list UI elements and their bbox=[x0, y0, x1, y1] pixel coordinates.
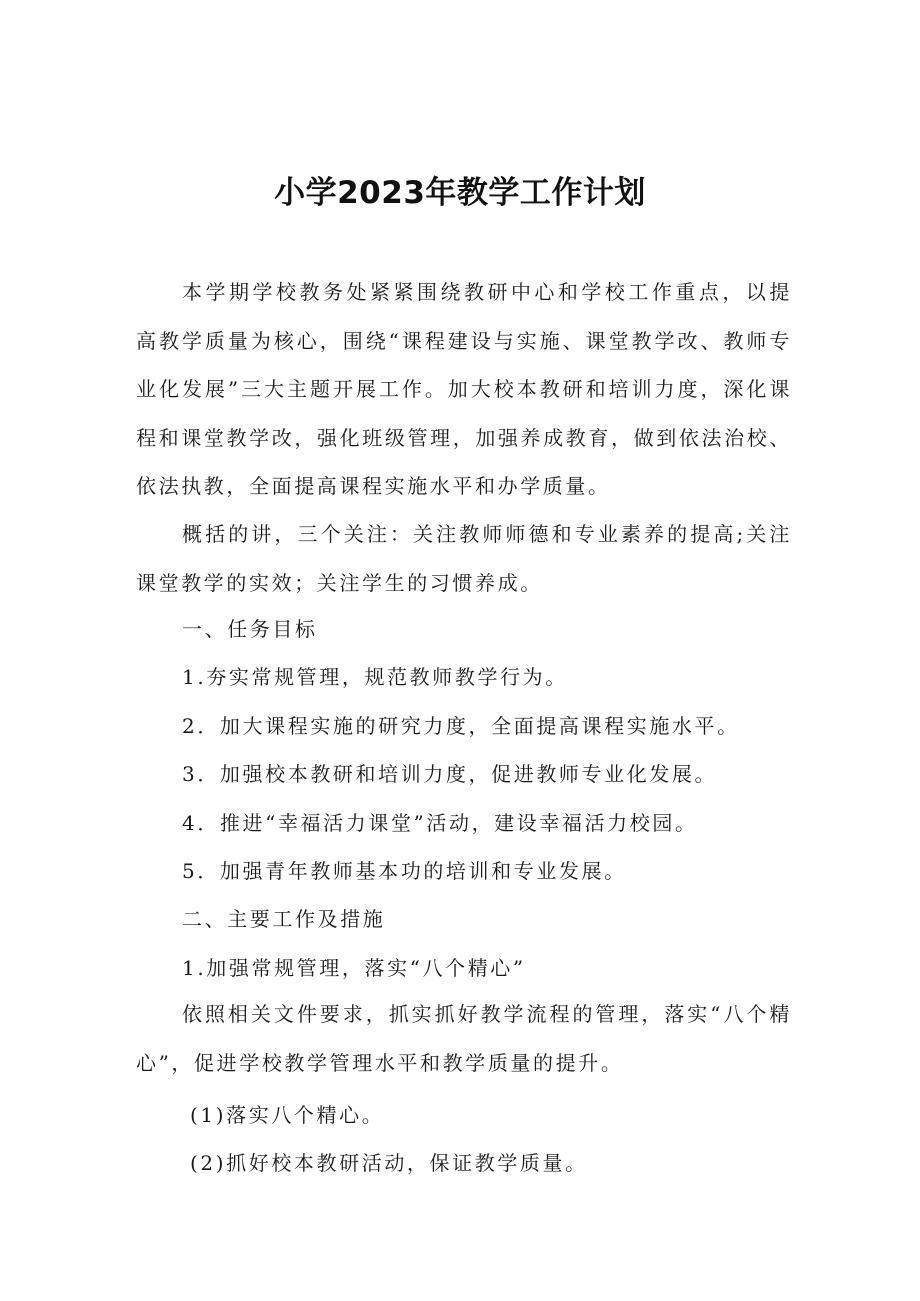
goal-item-4: 4．推进“幸福活力课堂”活动，建设幸福活力校园。 bbox=[182, 811, 698, 835]
summary-paragraph: 概括的讲，三个关注：关注教师师德和专业素养的提高;关注课堂教学的实效；关注学生的习惯养成。 bbox=[136, 522, 792, 595]
intro-paragraph: 本学期学校教务处紧紧围绕教研中心和学校工作重点，以提高教学质量为核心，围绕“课程建设与实施、课堂教学改、教师专业化发展”三大主题开展工作。加大校本教研和培训力度，深化课程和课堂教学改，强化班级管理，加强养成教育，做到依法治校、依法执教，全面提高课程实施水平和办学质量。 bbox=[136, 280, 792, 498]
goal-item-1: 1.夯实常规管理，规范教师教学行为。 bbox=[182, 665, 568, 689]
section-1-heading: 一、任务目标 bbox=[182, 617, 318, 641]
section-2-subheading: 1.加强常规管理，落实“八个精心” bbox=[182, 956, 526, 980]
section-2-paragraph: 依照相关文件要求，抓实抓好教学流程的管理，落实“八个精心”，促进学校教学管理水平和教学质量的提升。 bbox=[136, 1002, 792, 1075]
measure-item-1: (1)落实八个精心。 bbox=[190, 1103, 385, 1127]
measure-item-2: (2)抓好校本教研活动，保证教学质量。 bbox=[190, 1151, 588, 1175]
document-title: 小学2023年教学工作计划 bbox=[274, 175, 646, 211]
goal-item-5: 5．加强青年教师基本功的培训和专业发展。 bbox=[182, 859, 627, 883]
goal-item-3: 3．加强校本教研和培训力度，促进教师专业化发展。 bbox=[182, 762, 718, 786]
goal-item-2: 2．加大课程实施的研究力度，全面提高课程实施水平。 bbox=[182, 714, 740, 738]
section-2-heading: 二、主要工作及措施 bbox=[182, 907, 386, 931]
